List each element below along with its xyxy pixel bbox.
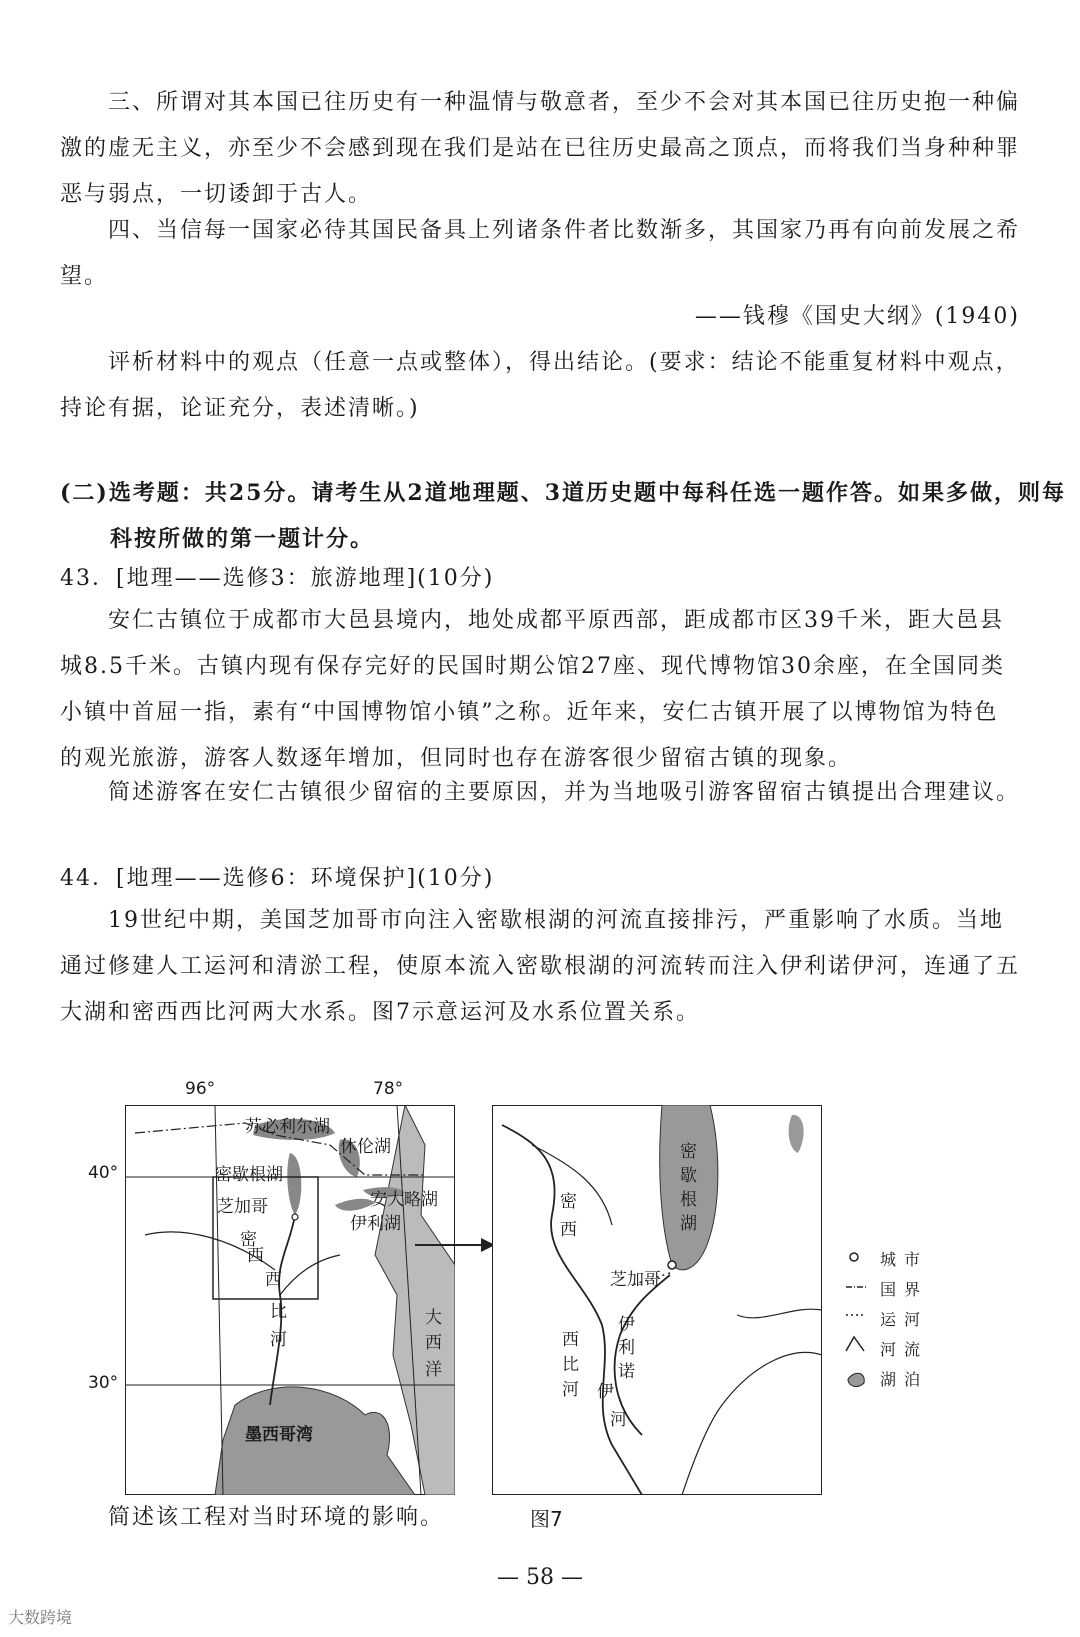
question-42-prompt: 评析材料中的观点（任意一点或整体），得出结论。(要求：结论不能重复材料中观点，持论有据，论证充分，表述清晰。) <box>60 350 1020 421</box>
right-map-place-label: 诺 <box>618 1362 635 1382</box>
right-map-place-label: 湖 <box>680 1214 697 1234</box>
left-map-place-label: 芝加哥 <box>217 1197 268 1217</box>
right-map-place-label: 比 <box>562 1355 579 1375</box>
watermark: 大数跨境 <box>8 1608 73 1627</box>
right-map-place-label: 西 <box>562 1330 579 1350</box>
chicago-dot <box>292 1214 298 1220</box>
left-map-place-label: 河 <box>270 1330 287 1350</box>
right-map-place-label: 根 <box>680 1190 697 1210</box>
right-map <box>492 1105 822 1495</box>
lat-label-30: 30° <box>88 1373 119 1393</box>
right-map-place-label: 西 <box>560 1220 577 1240</box>
section-2-heading: (二)选考题：共25分。请考生从2道地理题、3道历史题中每科任选一题作答。如果多做，则每科按所做的第一题计分。 <box>60 480 1067 552</box>
page-number: — 58 — <box>497 1565 583 1590</box>
left-map-place-label: 西 <box>265 1270 282 1290</box>
citation-line: ——钱穆《国史大纲》(1940) <box>694 304 1020 329</box>
right-map-place-label: 密 <box>560 1192 577 1212</box>
left-map-place-label: 西 <box>247 1246 264 1266</box>
legend-city-dot: 城市 <box>880 1250 929 1269</box>
figure-caption: 图7 <box>530 1507 563 1531</box>
right-map-place-label: 伊 <box>618 1315 635 1335</box>
right-map-place-label: 河 <box>610 1410 627 1430</box>
right-map-place-label: 河 <box>562 1380 579 1400</box>
inset-arrow <box>415 1235 495 1255</box>
lon-label-78: 78° <box>373 1079 404 1099</box>
question-43-heading: 43．[地理——选修3：旅游地理](10分) <box>60 566 495 591</box>
chicago-detail-dot <box>668 1261 676 1269</box>
viewpoint-3-paragraph: 三、所谓对其本国已往历史有一种温情与敬意者，至少不会对其本国已往历史抱一种偏激的虚无主义，亦至少不会感到现在我们是站在已往历史最高之顶点，而将我们当身种种罪恶与弱点，一切诿卸于古人。 <box>60 90 1021 207</box>
left-map-place-label: 苏必利尔湖 <box>245 1117 330 1137</box>
legend-lake-shape: 湖泊 <box>880 1370 929 1389</box>
left-map-place-label: 大 <box>425 1308 442 1328</box>
left-map-place-label: 休伦湖 <box>340 1137 391 1157</box>
question-44-heading: 44．[地理——选修6：环境保护](10分) <box>60 866 495 891</box>
legend-canal-line: 运河 <box>880 1310 929 1329</box>
right-map-place-label: 伊 <box>597 1382 614 1402</box>
right-map-place-label: 芝加哥 <box>610 1270 661 1290</box>
left-map-place-label: 安大略湖 <box>370 1190 438 1210</box>
left-map-place-label: 西 <box>425 1333 442 1353</box>
right-map-place-label: 歇 <box>680 1166 697 1186</box>
right-map-place-label: 密 <box>680 1142 697 1162</box>
left-map-place-label: 洋 <box>425 1360 442 1380</box>
left-map-place-label: 伊利湖 <box>350 1214 401 1234</box>
right-map-place-label: 利 <box>618 1338 635 1358</box>
lon-label-96: 96° <box>185 1079 216 1099</box>
question-44-material: 19世纪中期，美国芝加哥市向注入密歇根湖的河流直接排污，严重影响了水质。当地通过修建人工运河和清淤工程，使原本流入密歇根湖的河流转而注入伊利诺伊河，连通了五大湖和密西西比河两大水系。图7示意运河及水系位置关系。 <box>60 908 1021 1025</box>
question-43-material: 安仁古镇位于成都市大邑县境内，地处成都平原西部，距成都市区39千米，距大邑县城8.5千米。古镇内现有保存完好的民国时期公馆27座、现代博物馆30余座，在全国同类小镇中首屈一指，素有“中国博物馆小镇”之称。近年来，安仁古镇开展了以博物馆为特色的观光旅游，游客人数逐年增加，但同时也存在游客很少留宿古镇的现象。 <box>60 608 1005 771</box>
left-map-place-label: 密 <box>240 1230 257 1250</box>
legend-border-line: 国界 <box>880 1280 929 1299</box>
legend-symbols <box>842 1243 872 1403</box>
left-map-place-label: 墨西哥湾 <box>245 1425 313 1445</box>
viewpoint-4-paragraph: 四、当信每一国家必待其国民备具上列诸条件者比数渐多，其国家乃再有向前发展之希望。 <box>60 218 1021 289</box>
left-map-place-label: 密歇根湖 <box>215 1165 283 1185</box>
legend-river-line: 河流 <box>880 1340 929 1359</box>
question-43-prompt: 简述游客在安仁古镇很少留宿的主要原因，并为当地吸引游客留宿古镇提出合理建议。 <box>108 780 1021 805</box>
question-44-prompt: 简述该工程对当时环境的影响。 <box>108 1505 445 1530</box>
left-map-place-label: 比 <box>270 1302 287 1322</box>
lat-label-40: 40° <box>88 1163 119 1183</box>
